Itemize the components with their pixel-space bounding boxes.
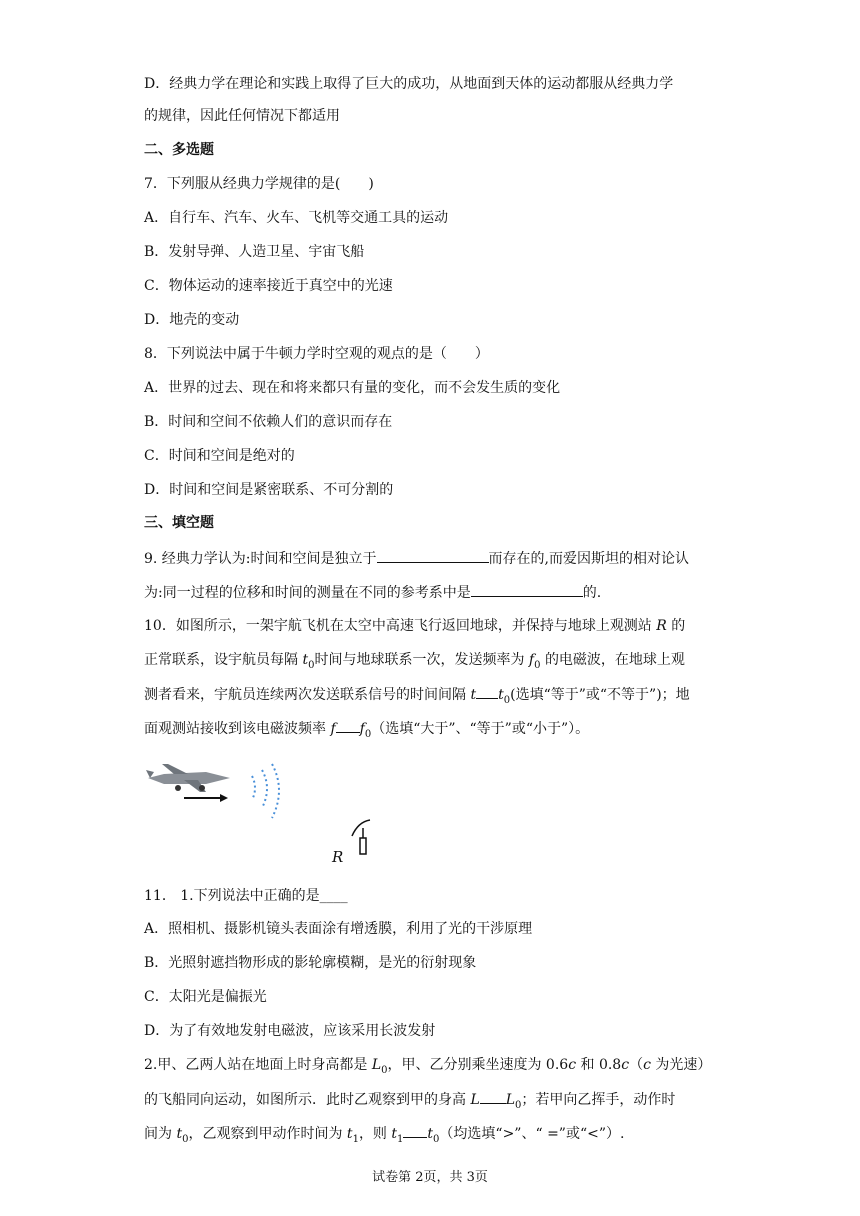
q7-option-b: B．发射导弹、人造卫星、宇宙飞船 xyxy=(144,244,365,260)
q8-stem: 8．下列说法中属于牛顿力学时空观的观点的是（ ） xyxy=(144,346,489,362)
section-heading-fill-in: 三、填空题 xyxy=(144,515,214,531)
q6-option-d-line2: 的规律，因此任何情况下都适用 xyxy=(144,108,340,124)
q7-stem: 7．下列服从经典力学规律的是( ) xyxy=(144,176,374,192)
q7-option-a: A．自行车、汽车、火车、飞机等交通工具的运动 xyxy=(144,210,449,226)
q10-line2: 正常联系，设宇航员每隔 $t_0$时间与地球联系一次，发送频率为 $f_0$ 的电磁波，在地球上观 xyxy=(144,652,685,671)
electromagnetic-wave-icon xyxy=(252,764,279,818)
station-label: R xyxy=(332,848,344,866)
q6-option-d-line1: D．经典力学在理论和实践上取得了巨大的成功，从地面到天体的运动都服从经典力学 xyxy=(144,76,674,92)
q10-line3: 测者看来，宇航员连续两次发送联系信号的时间间隔 t $t_0$(选填“等于”或“不等于”)；地 xyxy=(144,684,690,711)
section-heading-multiple-choice: 二、多选题 xyxy=(144,142,214,158)
velocity-arrow xyxy=(184,794,228,802)
q11-option-d: D．为了有效地发射电磁波，应该采用长波发射 xyxy=(144,1023,436,1039)
q9-blank-2[interactable] xyxy=(471,582,583,597)
q8-option-a: A．世界的过去、现在和将来都只有量的变化，而不会发生质的变化 xyxy=(144,380,561,396)
q11-blank-1[interactable] xyxy=(480,1089,506,1104)
page-footer: 试卷第 2页，共 3页 xyxy=(372,1170,488,1185)
q11-stem: 11． 1.下列说法中正确的是____ xyxy=(144,888,348,904)
spacecraft-figure xyxy=(144,758,384,868)
q11-part2-line2: 的飞船同向运动，如图所示．此时乙观察到甲的身高 L $L_0$；若甲向乙挥手，动作时 xyxy=(144,1089,675,1116)
q8-option-d: D．时间和空间是紧密联系、不可分割的 xyxy=(144,482,394,498)
q9-line2: 为:同一过程的位移和时间的测量在不同的参考系中是 的. xyxy=(144,582,601,603)
q11-blank-2[interactable] xyxy=(403,1123,427,1138)
q10-line4: 面观测站接收到该电磁波频率 f $f_0$（选填“大于”、“等于”或“小于”）。 xyxy=(144,718,589,745)
antenna-icon xyxy=(352,820,370,854)
q8-option-c: C．时间和空间是绝对的 xyxy=(144,448,295,464)
q9-blank-1[interactable] xyxy=(377,548,489,563)
q10-blank-1[interactable] xyxy=(476,684,498,699)
q9-line1: 9. 经典力学认为:时间和空间是独立于 而存在的,而爱因斯坦的相对论认 xyxy=(144,548,689,569)
q11-option-a: A．照相机、摄影机镜头表面涂有增透膜，利用了光的干涉原理 xyxy=(144,921,533,937)
q7-option-d: D．地壳的变动 xyxy=(144,312,240,328)
q10-blank-2[interactable] xyxy=(336,718,360,733)
q11-part2-line1: 2.甲、乙两人站在地面上时身高都是 $L_0$，甲、乙分别乘坐速度为 0.6c 和 0.8c（c 为光速） xyxy=(144,1057,712,1076)
q11-option-b: B．光照射遮挡物形成的影轮廓模糊，是光的衍射现象 xyxy=(144,955,477,971)
q11-part2-line3: 间为 $t_0$，乙观察到甲动作时间为 $t_1$，则 $t_1$ $t_0$（均选填“>”、“ =”或“<”）. xyxy=(144,1123,624,1150)
airplane-icon xyxy=(146,764,230,792)
q11-option-c: C．太阳光是偏振光 xyxy=(144,989,267,1005)
q7-option-c: C．物体运动的速率接近于真空中的光速 xyxy=(144,278,393,294)
q8-option-b: B．时间和空间不依赖人们的意识而存在 xyxy=(144,414,393,430)
q10-line1: 10．如图所示，一架宇航飞机在太空中高速飞行返回地球，并保持与地球上观测站 R 的 xyxy=(144,618,686,634)
